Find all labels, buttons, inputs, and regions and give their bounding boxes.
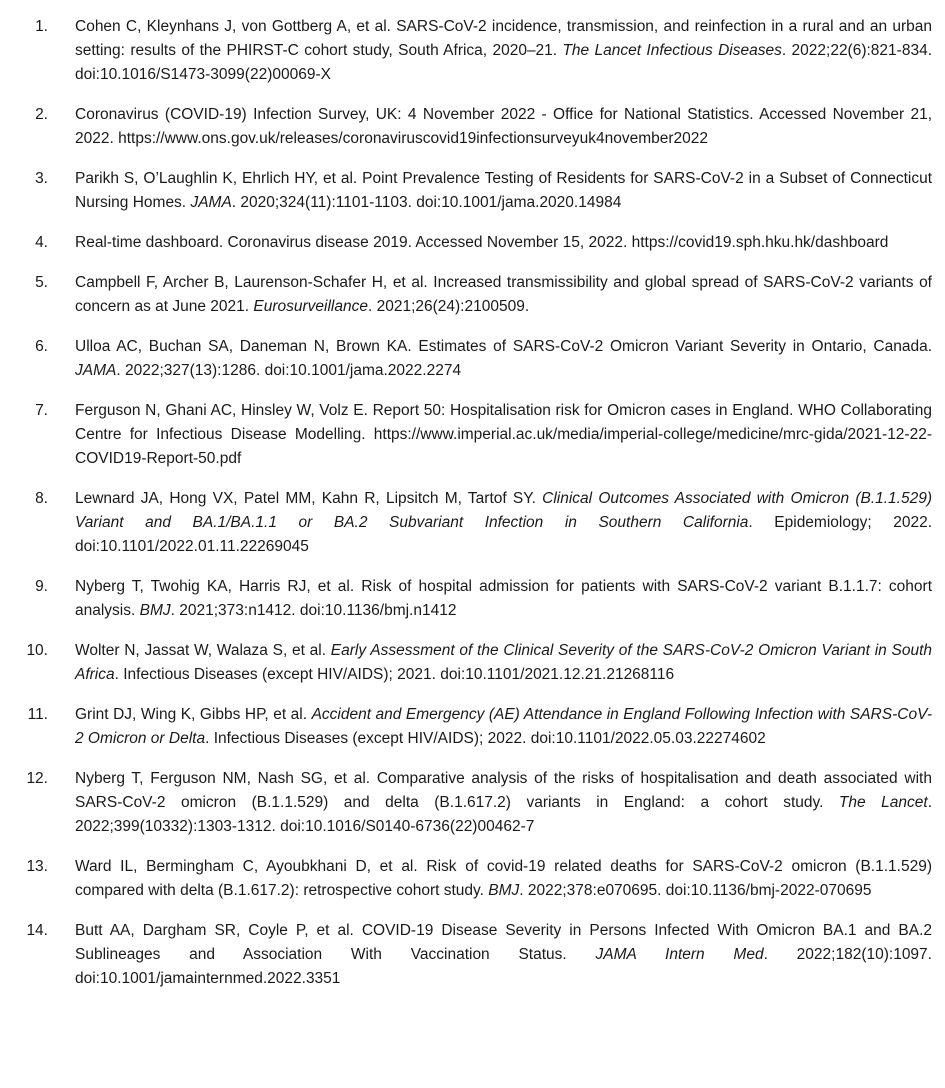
reference-text	[75, 399, 932, 471]
reference-item	[0, 399, 932, 471]
reference-text-segment: . Infectious Diseases (except HIV/AIDS); 2021. doi:10.1101/2021.12.21.21268116	[114, 666, 675, 683]
reference-text-segment: Lewnard JA, Hong VX, Patel MM, Kahn R, Lipsitch M, Tartof SY.	[75, 490, 543, 507]
reference-number: 5.	[35, 274, 48, 291]
reference-number: 13.	[26, 858, 48, 875]
reference-text-segment: Coronavirus (COVID-19) Infection Survey, UK: 4 November 2022 - Office for National Statistics. Accessed November 21, 2022. https://www.ons.gov.uk/releases/coronaviruscovid19infectionsurveyuk4november2022	[75, 106, 932, 147]
reference-item	[0, 103, 932, 151]
reference-text-segment: . 2020;324(11):1101-1103. doi:10.1001/jama.2020.14984	[231, 194, 622, 211]
reference-title-italic: JAMA	[190, 194, 232, 211]
reference-title-italic: Clinical Outcomes Associated with Omicron (B.1.1.529) Variant and BA.1/BA.1.1 or BA.2 Subvariant Infection in Southern California	[75, 490, 932, 531]
reference-item	[0, 335, 932, 383]
reference-text	[75, 703, 932, 751]
reference-text-segment: Campbell F, Archer B, Laurenson-Schafer H, et al. Increased transmissibility and global spread of SARS-CoV-2 variants of concern as at June 2021.	[75, 274, 932, 315]
reference-number: 8.	[35, 490, 48, 507]
reference-text-segment: . 2021;373:n1412. doi:10.1136/bmj.n1412	[170, 602, 457, 619]
reference-item	[0, 167, 932, 215]
reference-text-segment: . Epidemiology; 2022. doi:10.1101/2022.01.11.22269045	[75, 514, 932, 555]
reference-number: 9.	[35, 578, 48, 595]
reference-item	[0, 271, 932, 319]
reference-title-italic: BMJ	[139, 602, 171, 619]
reference-title-italic: JAMA Intern Med	[595, 946, 764, 963]
reference-title-italic: The Lancet Infectious Diseases	[562, 42, 782, 59]
reference-item	[0, 703, 932, 751]
reference-text-segment: Ferguson N, Ghani AC, Hinsley W, Volz E. Report 50: Hospitalisation risk for Omicron cases in England. WHO Collaborating Centre for Infectious Disease Modelling. https://www.imperial.ac.uk/media/imperial-college/medicine/mrc-gida/2021-12-22-COVID19-Report-50.pdf	[75, 402, 932, 467]
reference-text-segment: Nyberg T, Ferguson NM, Nash SG, et al. Comparative analysis of the risks of hospitalisation and death associated with SARS-CoV-2 omicron (B.1.1.529) and delta (B.1.617.2) variants in England: a cohort study.	[75, 770, 932, 811]
reference-text	[75, 767, 932, 839]
reference-text-segment: . 2022;399(10332):1303-1312. doi:10.1016/S0140-6736(22)00462-7	[75, 794, 932, 835]
reference-text	[75, 919, 932, 991]
reference-number: 10.	[26, 642, 48, 659]
reference-text-segment: Nyberg T, Twohig KA, Harris RJ, et al. Risk of hospital admission for patients with SARS-CoV-2 variant B.1.1.7: cohort analysis.	[75, 578, 932, 619]
reference-text-segment: Ward IL, Bermingham C, Ayoubkhani D, et al. Risk of covid-19 related deaths for SARS-CoV-2 omicron (B.1.1.529) compared with delta (B.1.617.2): retrospective cohort study.	[75, 858, 932, 899]
reference-text-segment: . 2022;22(6):821-834. doi:10.1016/S1473-3099(22)00069-X	[75, 42, 933, 83]
reference-title-italic: Early Assessment of the Clinical Severity of the SARS-CoV-2 Omicron Variant in South Africa	[75, 642, 932, 683]
reference-text	[75, 335, 932, 383]
reference-item	[0, 855, 932, 903]
reference-number: 11.	[27, 706, 48, 723]
reference-text	[75, 231, 932, 255]
reference-text	[75, 487, 932, 559]
reference-number: 7.	[35, 402, 48, 419]
reference-number: 2.	[35, 106, 48, 123]
reference-text	[75, 575, 932, 623]
reference-title-italic: BMJ	[488, 882, 520, 899]
reference-text	[75, 639, 932, 687]
reference-text-segment: Parikh S, O’Laughlin K, Ehrlich HY, et al. Point Prevalence Testing of Residents for SARS-CoV-2 in a Subset of Connecticut Nursing Homes.	[75, 170, 932, 211]
reference-number: 14.	[26, 922, 48, 939]
reference-text-segment: Ulloa AC, Buchan SA, Daneman N, Brown KA. Estimates of SARS-CoV-2 Omicron Variant Severity in Ontario, Canada.	[75, 338, 932, 355]
reference-number: 1.	[35, 18, 48, 35]
reference-title-italic: JAMA	[75, 362, 117, 379]
reference-item	[0, 767, 932, 839]
references-list	[0, 15, 932, 991]
reference-title-italic: The Lancet	[838, 794, 928, 811]
reference-text-segment: Grint DJ, Wing K, Gibbs HP, et al.	[75, 706, 312, 723]
reference-text-segment: . 2022;182(10):1097. doi:10.1001/jamainternmed.2022.3351	[75, 946, 932, 987]
reference-item	[0, 919, 932, 991]
reference-item	[0, 639, 932, 687]
reference-title-italic: Eurosurveillance	[253, 298, 368, 315]
reference-text-segment: . 2022;378:e070695. doi:10.1136/bmj-2022-070695	[519, 882, 872, 899]
reference-item	[0, 15, 932, 87]
reference-text	[75, 855, 932, 903]
reference-text-segment: . 2021;26(24):2100509.	[367, 298, 530, 315]
reference-text-segment: Cohen C, Kleynhans J, von Gottberg A, et al. SARS-CoV-2 incidence, transmission, and reinfection in a rural and an urban setting: results of the PHIRST-C cohort study, South Africa, 2020–21.	[75, 18, 932, 59]
reference-text-segment: Real-time dashboard. Coronavirus disease 2019. Accessed November 15, 2022. https://covid19.sph.hku.hk/dashboard	[75, 234, 889, 251]
reference-number: 12.	[26, 770, 48, 787]
reference-number: 6.	[35, 338, 48, 355]
reference-text-segment: . 2022;327(13):1286. doi:10.1001/jama.2022.2274	[116, 362, 462, 379]
reference-item	[0, 575, 932, 623]
reference-item	[0, 487, 932, 559]
reference-text-segment: Wolter N, Jassat W, Walaza S, et al.	[75, 642, 331, 659]
reference-text	[75, 167, 932, 215]
reference-text	[75, 15, 932, 87]
reference-item	[0, 231, 932, 255]
reference-text-segment: . Infectious Diseases (except HIV/AIDS); 2022. doi:10.1101/2022.05.03.22274602	[205, 730, 766, 747]
reference-number: 4.	[35, 234, 48, 251]
reference-title-italic: Accident and Emergency (AE) Attendance in England Following Infection with SARS-CoV-2 Omicron or Delta	[75, 706, 932, 747]
reference-text-segment: Butt AA, Dargham SR, Coyle P, et al. COVID-19 Disease Severity in Persons Infected With Omicron BA.1 and BA.2 Sublineages and Association With Vaccination Status.	[75, 922, 932, 963]
reference-text	[75, 271, 932, 319]
reference-text	[75, 103, 932, 151]
reference-number: 3.	[35, 170, 48, 187]
